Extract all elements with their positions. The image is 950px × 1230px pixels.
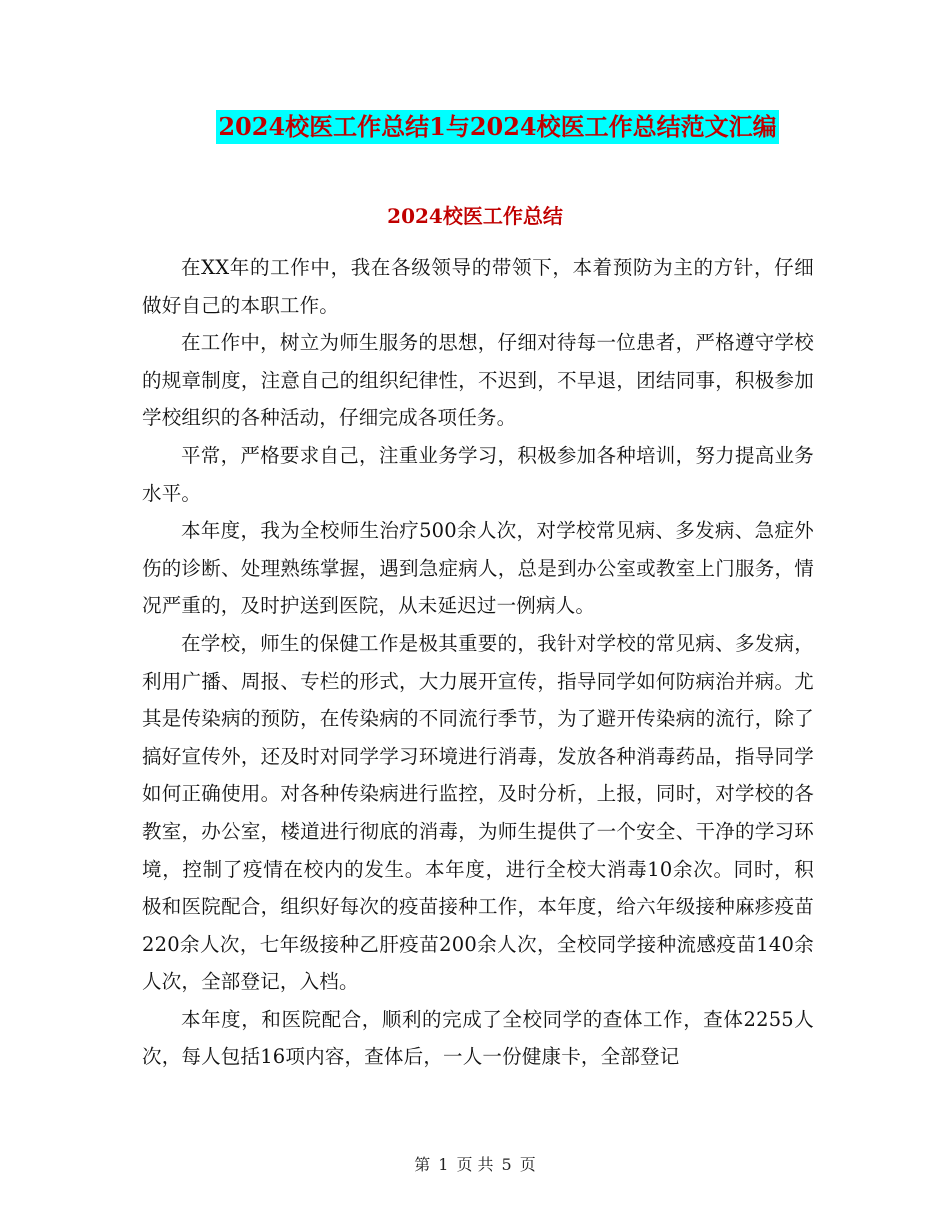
page-footer xyxy=(0,1153,950,1177)
document-body xyxy=(142,249,814,1076)
footer-page-mid: 页 共 xyxy=(456,1155,494,1174)
paragraph: 本年度，和医院配合，顺利的完成了全校同学的查体工作，查体2255人次，每人包括16项内容，查体后，一人一份健康卡，全部登记 xyxy=(142,1007,814,1069)
paragraph: 在工作中，树立为师生服务的思想，仔细对待每一位患者，严格遵守学校的规章制度，注意自己的组织纪律性，不迟到，不早退，团结同事，积极参加学校组织的各种活动，仔细完成各项任务。 xyxy=(142,331,814,430)
paragraph: 在XX年的工作中，我在各级领导的带领下，本着预防为主的方针，仔细做好自己的本职工作。 xyxy=(142,256,814,317)
document-title: 2024校医工作总结1与2024校医工作总结范文汇编 xyxy=(216,110,778,144)
footer-page-prefix: 第 xyxy=(414,1155,431,1174)
footer-page-total: 5 xyxy=(501,1155,512,1174)
paragraph: 平常，严格要求自己，注重业务学习，积极参加各种培训，努力提高业务水平。 xyxy=(142,443,814,505)
paragraph: 本年度，我为全校师生治疗500余人次，对学校常见病、多发病、急症外伤的诊断、处理熟练掌握，遇到急症病人，总是到办公室或教室上门服务，情况严重的，及时护送到医院，从未延迟过一例病人。 xyxy=(142,519,814,618)
footer-page-number: 1 xyxy=(438,1155,449,1174)
footer-page-suffix: 页 xyxy=(519,1155,536,1174)
document-title-container xyxy=(0,110,950,144)
paragraph: 在学校，师生的保健工作是极其重要的，我针对学校的常见病、多发病，利用广播、周报、专栏的形式，大力展开宣传，指导同学如何防病治并病。尤其是传染病的预防，在传染病的不同流行季节，为了避开传染病的流行，除了搞好宣传外，还及时对同学学习环境进行消毒，发放各种消毒药品，指导同学如何正确使用。对各种传染病进行监控，及时分析，上报，同时，对学校的各教室，办公室，楼道进行彻底的消毒，为师生提供了一个安全、干净的学习环境，控制了疫情在校内的发生。本年度，进行全校大消毒10余次。同时，积极和医院配合，组织好每次的疫苗接种工作，本年度，给六年级接种麻疹疫苗220余人次，七年级接种乙肝疫苗200余人次，全校同学接种流感疫苗140余人次，全部登记，入档。 xyxy=(142,631,814,994)
section-title: 2024校医工作总结 xyxy=(387,204,563,228)
